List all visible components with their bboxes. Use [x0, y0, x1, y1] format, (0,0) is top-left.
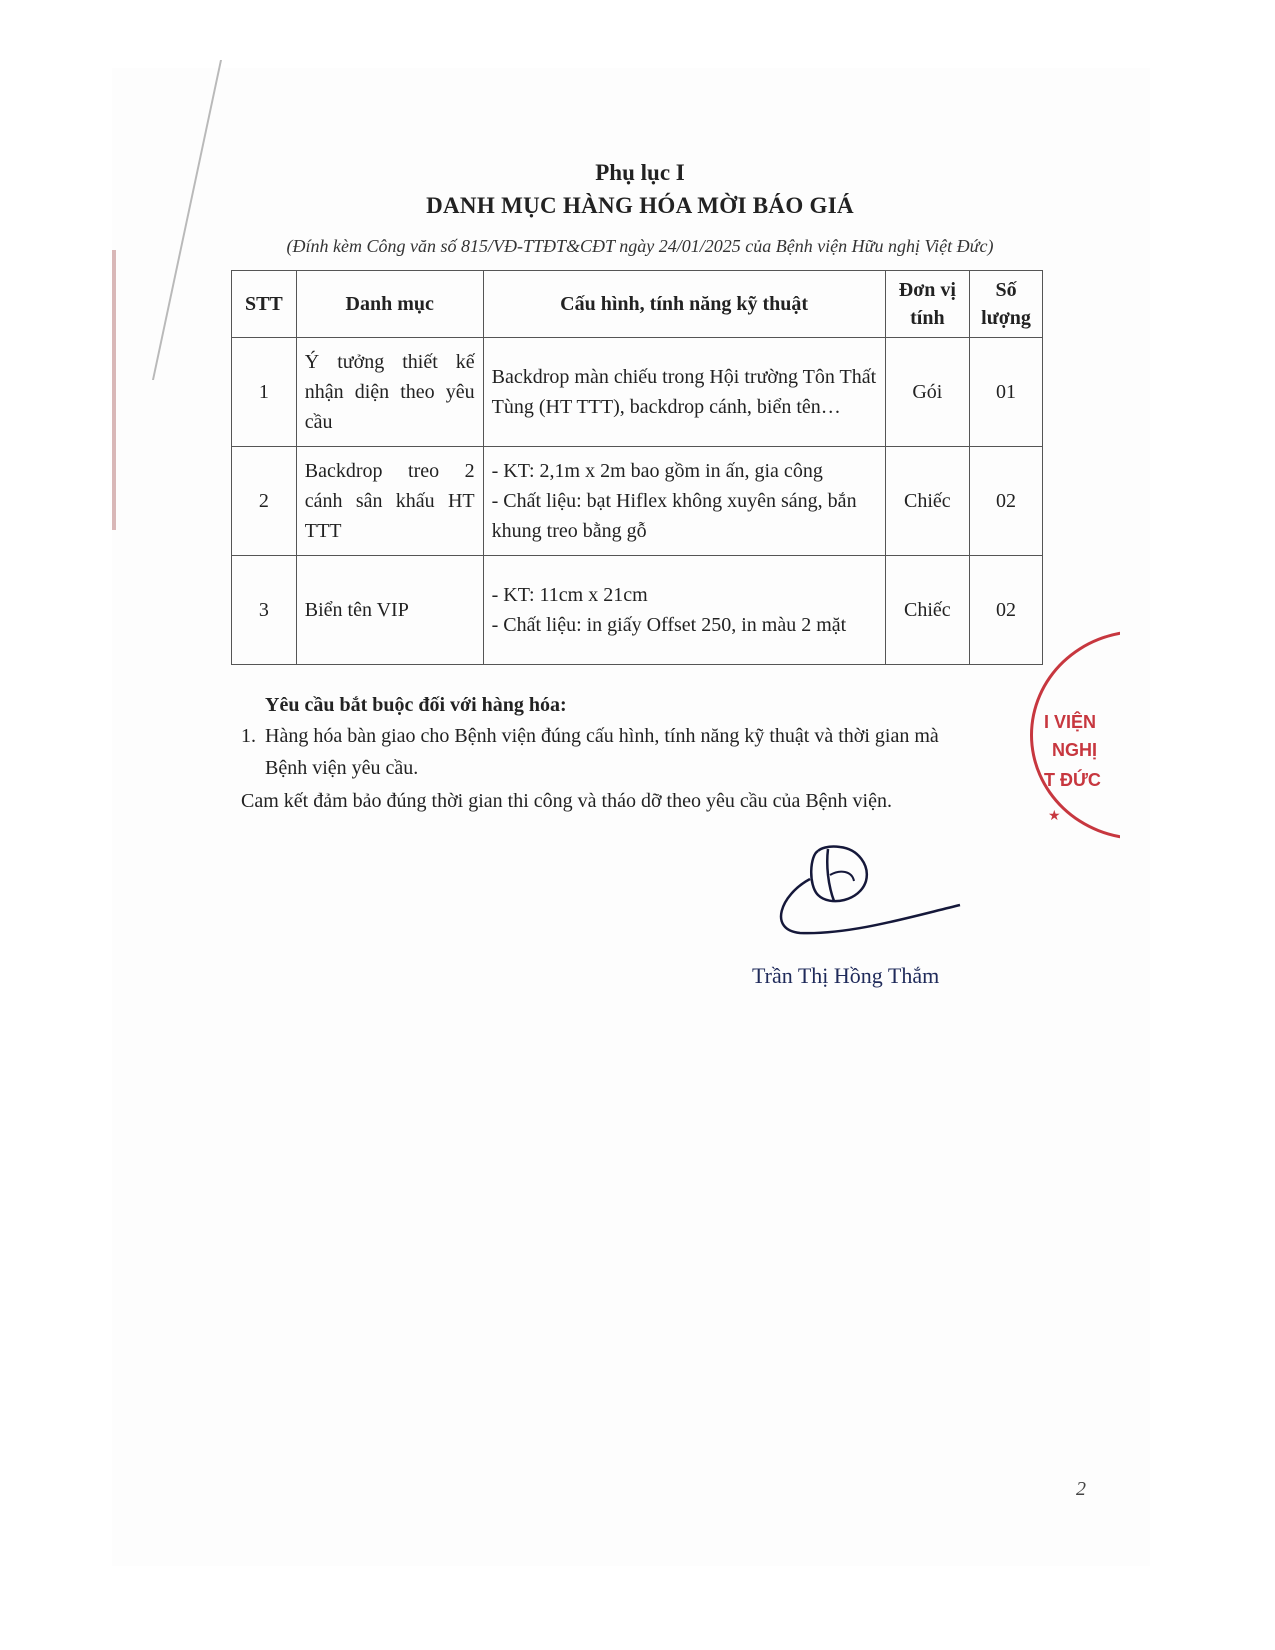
seal-ring — [1030, 630, 1120, 840]
seal-text: I VIỆN — [1044, 712, 1097, 732]
seal-text: T ĐỨC — [1044, 770, 1101, 790]
cell-spec — [483, 338, 885, 447]
header-qty-line1: Số — [995, 279, 1017, 301]
header-name: Danh mục — [296, 271, 483, 338]
requirement-item — [241, 720, 1011, 784]
requirement-text-line1: Hàng hóa bàn giao cho Bệnh viện đúng cấu hình, tính năng kỹ thuật và thời gian mà — [265, 725, 939, 747]
header-qty — [970, 271, 1043, 338]
table-row — [232, 338, 1043, 447]
star-icon: ★ — [1048, 809, 1061, 824]
spec-line: - Chất liệu: bạt Hiflex không xuyên sáng, bắn khung treo bằng gỗ — [491, 490, 857, 542]
cell-name: Biển tên VIP — [296, 556, 483, 665]
page-number: 2 — [1076, 1478, 1086, 1500]
cell-name: Backdrop treo 2 cánh sân khấu HT TTT — [296, 447, 483, 556]
appendix-title: Phụ lục I — [595, 160, 685, 185]
cell-qty: 02 — [970, 447, 1043, 556]
cell-unit: Chiếc — [885, 447, 970, 556]
cell-stt: 3 — [232, 556, 297, 665]
spec-line: - Chất liệu: in giấy Offset 250, in màu 2 mặt — [491, 614, 847, 636]
handwritten-signature — [770, 835, 970, 945]
cell-qty: 01 — [970, 338, 1043, 447]
goods-table — [231, 270, 1043, 665]
spec-line: Backdrop màn chiếu trong Hội trường Tôn Thất Tùng (HT TTT), backdrop cánh, biển tên… — [491, 366, 877, 418]
spec-line: - KT: 11cm x 21cm — [491, 584, 648, 606]
requirement-number: 1. — [241, 725, 256, 747]
document-title: DANH MỤC HÀNG HÓA MỜI BÁO GIÁ — [426, 193, 854, 218]
header-unit-line1: Đơn vị — [898, 279, 956, 301]
signer-name: Trần Thị Hồng Thắm — [752, 963, 940, 988]
hospital-seal — [1030, 630, 1120, 840]
commitment-text: Cam kết đảm bảo đúng thời gian thi công và tháo dỡ theo yêu cầu của Bệnh viện. — [241, 790, 892, 812]
requirements-title: Yêu cầu bắt buộc đối với hàng hóa: — [265, 694, 567, 716]
cell-qty: 02 — [970, 556, 1043, 665]
table-row — [232, 556, 1043, 665]
table-header-row — [232, 271, 1043, 338]
header-stt: STT — [232, 271, 297, 338]
cell-unit: Gói — [885, 338, 970, 447]
table-row — [232, 447, 1043, 556]
cell-stt: 1 — [232, 338, 297, 447]
cell-name: Ý tưởng thiết kế nhận diện theo yêu cầu — [296, 338, 483, 447]
requirement-text-line2: Bệnh viện yêu cầu. — [265, 757, 419, 779]
cell-spec — [483, 556, 885, 665]
cell-unit: Chiếc — [885, 556, 970, 665]
spec-line: - KT: 2,1m x 2m bao gồm in ấn, gia công — [491, 460, 823, 482]
header-qty-line2: lượng — [981, 307, 1031, 329]
seal-text: NGHỊ — [1052, 740, 1097, 760]
attachment-note: (Đính kèm Công văn số 815/VĐ-TTĐT&CĐT ngày 24/01/2025 của Bệnh viện Hữu nghị Việt Đức) — [286, 236, 994, 256]
cell-spec — [483, 447, 885, 556]
cell-stt: 2 — [232, 447, 297, 556]
header-spec: Cấu hình, tính năng kỹ thuật — [483, 271, 885, 338]
scan-red-edge — [112, 250, 116, 530]
header-unit — [885, 271, 970, 338]
header-unit-line2: tính — [910, 307, 945, 329]
